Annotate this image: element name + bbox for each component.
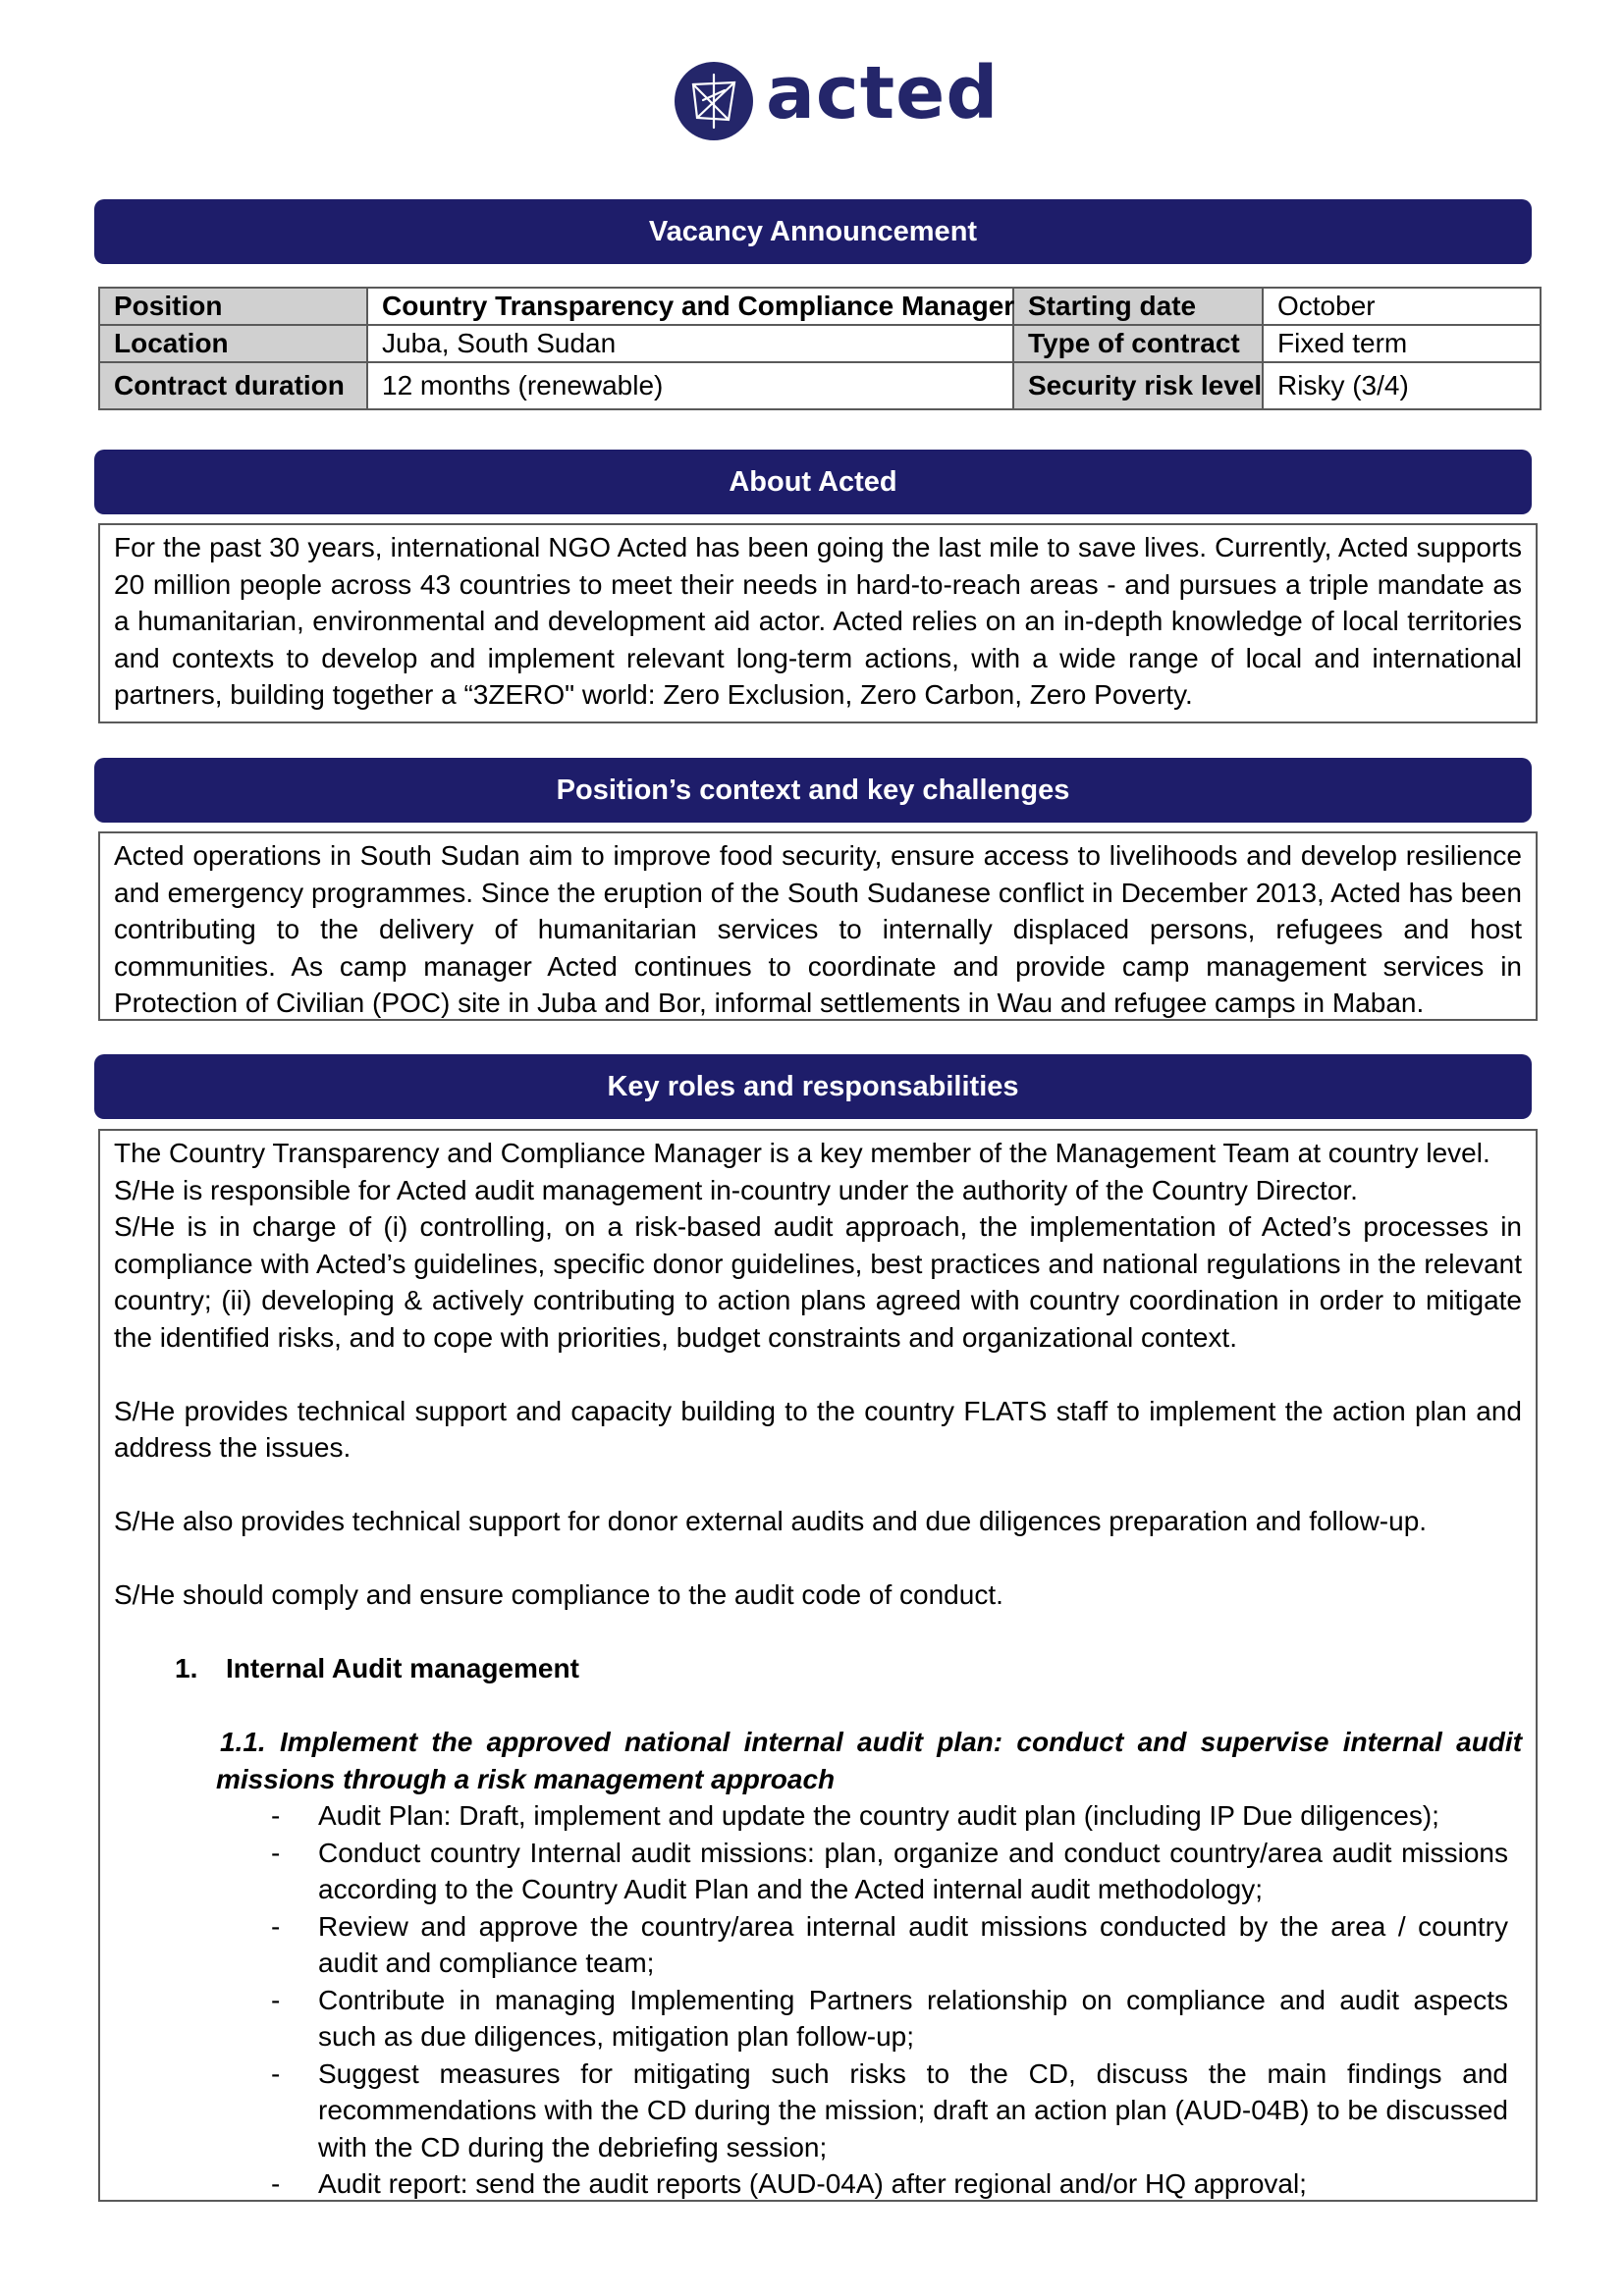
list-item: - Conduct country Internal audit missions: plan, organize and conduct country/area audit missions according to the Country Audit Plan and the Acted internal audit methodology;: [271, 1837, 1508, 1904]
table-row: [99, 288, 1541, 325]
starting-date-value: October: [1263, 288, 1541, 325]
list-item: - Contribute in managing Implementing Partners relationship on compliance and audit aspects such as due diligences, mitigation plan follow-up;: [271, 1984, 1508, 2052]
section-title: Internal Audit management: [226, 1653, 579, 1683]
context-text: Acted operations in South Sudan aim to improve food security, ensure access to livelihoods and develop resilience and emergency programmes. Since the eruption of the South Sudanese conflict in December 2013, Acted has been contributing to the delivery of humanitarian services to internally displaced persons, refugees and host communities. As camp manager Acted continues to coordinate and provide camp management services in Protection of Civilian (POC) site in Juba and Bor, informal settlements in Wau and refugee camps in Maban.: [114, 840, 1522, 1018]
acted-logo-text: acted: [766, 51, 1000, 135]
context-box: [98, 831, 1538, 1021]
about-text: For the past 30 years, international NGO Acted has been going the last mile to save lives. Currently, Acted supports 20 million people across 43 countries to meet their needs in hard-to-reach areas - and pursues a triple mandate as a humanitarian, environmental and development aid actor. Acted relies on an in-depth knowledge of local territories and contexts to develop and implement relevant long-term actions, with a wide range of local and international partners, building together a “3ZERO" world: Zero Exclusion, Zero Carbon, Zero Poverty.: [114, 532, 1522, 710]
subsection-title: Implement the approved national internal audit plan: conduct and supervise internal audit missions through a risk management approach: [216, 1727, 1523, 1794]
contract-duration-label: Contract duration: [99, 362, 367, 409]
about-box: [98, 523, 1538, 723]
vacancy-banner: Vacancy Announcement: [94, 199, 1532, 264]
roles-box: [98, 1129, 1538, 2202]
security-risk-value: Risky (3/4): [1263, 362, 1541, 409]
contract-type-label: Type of contract: [1013, 325, 1263, 362]
location-label: Location: [99, 325, 367, 362]
roles-paragraph: S/He should comply and ensure compliance to the audit code of conduct.: [114, 1579, 1003, 1610]
acted-globe-icon: [674, 61, 754, 141]
subsection-heading: [216, 1724, 1522, 1797]
roles-paragraph: The Country Transparency and Compliance Manager is a key member of the Management Team at country level.: [114, 1138, 1490, 1168]
about-banner: About Acted: [94, 450, 1532, 514]
section-number: 1.: [175, 1653, 198, 1683]
starting-date-label: Starting date: [1013, 288, 1263, 325]
responsibility-list: [114, 1797, 1522, 2203]
position-value: Country Transparency and Compliance Manager: [367, 288, 1013, 325]
roles-paragraph: S/He is in charge of (i) controlling, on a risk-based audit approach, the implementation of Acted’s processes in compliance with Acted’s guidelines, specific donor guidelines, best practices and national regulations in the relevant country; (ii) developing & actively contributing to action plans agreed with country coordination in order to mitigate the identified risks, and to cope with priorities, budget constraints and organizational context.: [114, 1211, 1522, 1353]
roles-banner: Key roles and responsabilities: [94, 1054, 1532, 1119]
roles-paragraph: S/He is responsible for Acted audit management in-country under the authority of the Country Director.: [114, 1174, 1358, 1205]
subsection-number: 1.1.: [220, 1727, 266, 1757]
contract-type-value: Fixed term: [1263, 325, 1541, 362]
list-item: - Audit Plan: Draft, implement and update the country audit plan (including IP Due diligences);: [271, 1800, 1439, 1831]
section-heading: [175, 1650, 1522, 1687]
position-label: Position: [99, 288, 367, 325]
location-value: Juba, South Sudan: [367, 325, 1013, 362]
table-row: [99, 362, 1541, 409]
table-row: [99, 325, 1541, 362]
context-banner: Position’s context and key challenges: [94, 758, 1532, 823]
list-item: - Audit report: send the audit reports (AUD-04A) after regional and/or HQ approval;: [271, 2168, 1307, 2199]
contract-duration-value: 12 months (renewable): [367, 362, 1013, 409]
acted-logo: [674, 51, 1000, 147]
security-risk-label: Security risk level: [1013, 362, 1263, 409]
roles-paragraph: S/He also provides technical support for donor external audits and due diligences preparation and follow-up.: [114, 1506, 1428, 1536]
roles-paragraph: S/He provides technical support and capacity building to the country FLATS staff to implement the action plan and address the issues.: [114, 1395, 1522, 1463]
list-item: - Review and approve the country/area internal audit missions conducted by the area / country audit and compliance team;: [271, 1910, 1508, 1978]
vacancy-info-table: [98, 287, 1542, 410]
list-item: - Suggest measures for mitigating such risks to the CD, discuss the main findings and recommendations with the CD during the mission; draft an action plan (AUD-04B) to be discussed with the CD during the debriefing session;: [271, 2057, 1508, 2163]
